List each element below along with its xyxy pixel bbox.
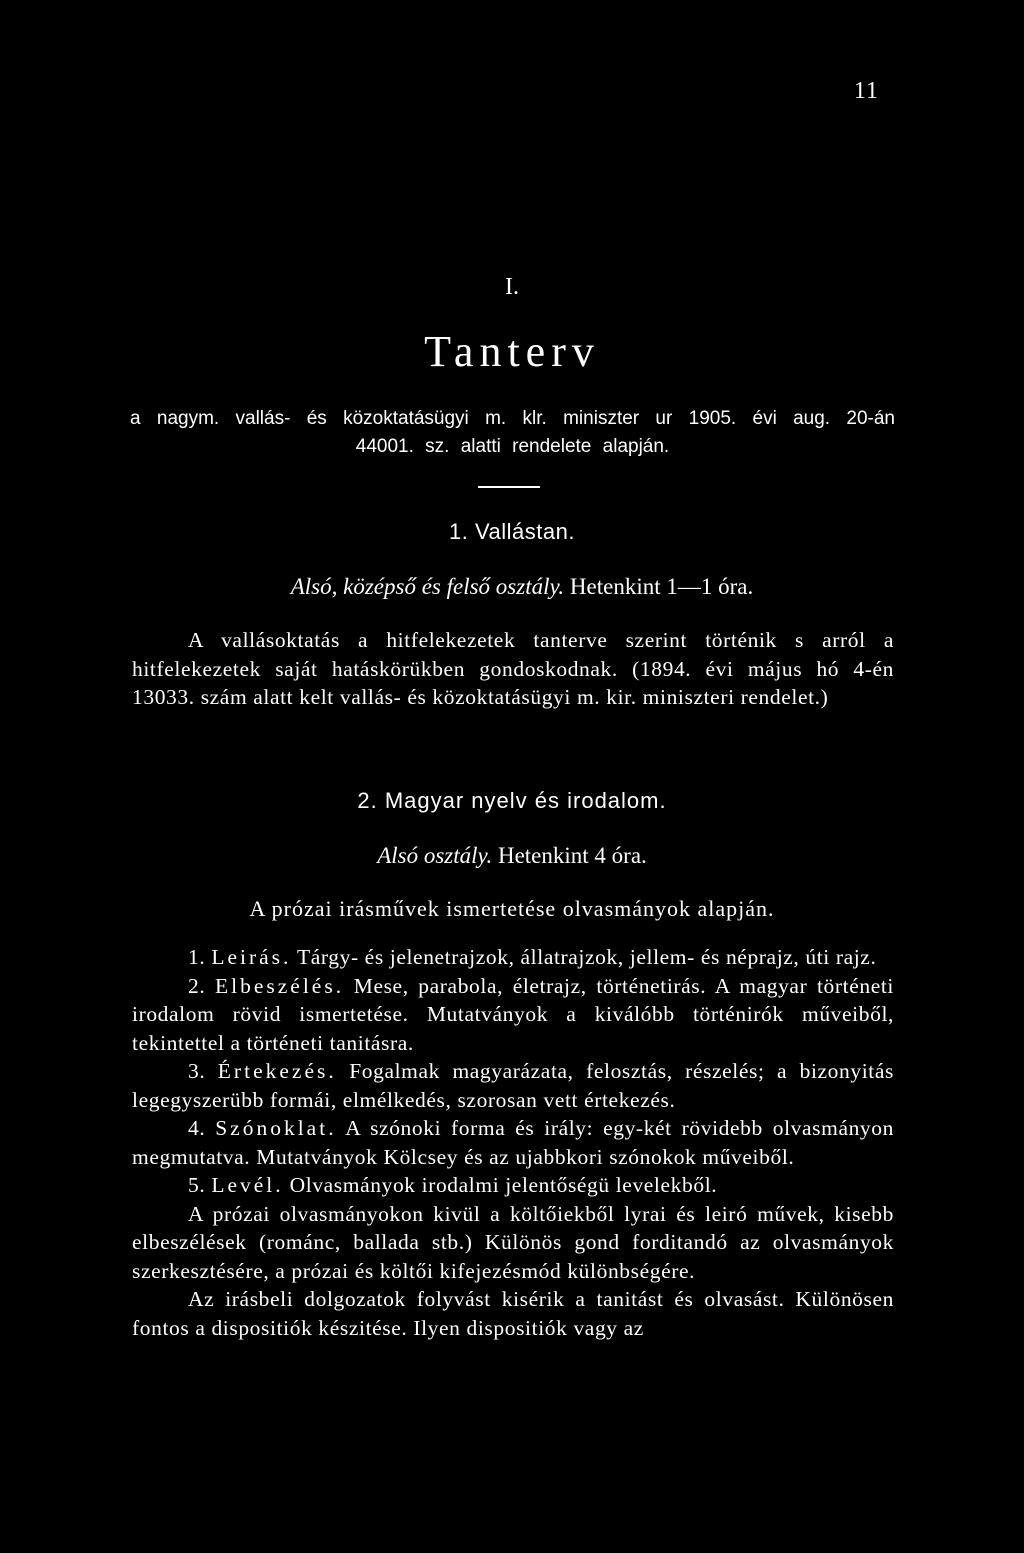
divider-rule <box>478 486 540 488</box>
item-text: A szónoki forma és irály: egy-két rövidebb olvasmányon megmutatva. Mutatványok Kölcsey és az ujabbkori szónokok műveiből. <box>132 1116 894 1169</box>
section-2-intro: A prózai irásművek ismertetése olvasmányok alapján. <box>249 896 775 921</box>
item-text: Mese, parabola, életrajz, történetirás. A magyar történeti irodalom rövid ismertetése. Mutatványok a kiválóbb történirók műveiből, tekintettel a történeti tanitásra. <box>132 973 894 1055</box>
paragraph-written-work: Az irásbeli dolgozatok folyvást kisérik a tanitást és olvasást. Különösen fontos a dispositiók készitése. Ilyen dispositiók vagy az <box>132 1287 894 1340</box>
item-number: 2. <box>188 973 215 998</box>
item-term: Elbeszélés. <box>214 973 345 998</box>
section-2-heading: 2. Magyar nyelv és irodalom. <box>357 788 667 813</box>
section-1-level <box>20 574 1024 600</box>
document-subtitle: a nagym. vallás- és közoktatásügyi m. klr. miniszter ur 1905. évi aug. 20-án 44001. sz. alatti rendelete alapján. <box>130 408 895 457</box>
item-number: 3. <box>188 1059 218 1083</box>
section-roman-numeral: I. <box>505 274 519 300</box>
page-number: 11 <box>853 78 879 104</box>
item-term: Leirás. <box>211 945 292 969</box>
item-text: Olvasmányok irodalmi jelentőségü levelekből. <box>283 1173 718 1197</box>
list-item <box>132 1057 894 1114</box>
section-1-heading: 1. Vallástan. <box>449 519 575 544</box>
item-term: Levél. <box>211 1173 284 1197</box>
item-text: Tárgy- és jelenetrajzok, állatrajzok, jellem- és néprajz, úti rajz. <box>291 945 877 969</box>
item-term: Értekezés. <box>217 1059 337 1083</box>
item-number: 4. <box>188 1116 216 1140</box>
item-text: Fogalmak magyarázata, felosztás, részelés; a bizonyitás legegyszerübb formái, elmélkedés, szorosan vett értekezés. <box>132 1059 894 1112</box>
section-2-level <box>0 843 1024 869</box>
section-1-level-hours: Hetenkint 1—1 óra. <box>564 574 754 599</box>
list-item <box>132 972 894 1058</box>
item-term: Szónoklat. <box>215 1116 337 1140</box>
list-item <box>132 1171 894 1200</box>
section-1-body <box>132 626 894 712</box>
document-title: Tanterv <box>424 327 600 376</box>
list-item <box>132 943 894 972</box>
paragraph-prose-readings: A prózai olvasmányokon kivül a költőiekből lyrai és leiró művek, kisebb elbeszélések (románc, ballada stb.) Különös gond forditandó az olvasmányok szerkesztésére, a prózai és költői kifejezésmód különbségére. <box>132 1201 894 1283</box>
section-2-level-italic: Alsó osztály. <box>377 843 493 868</box>
list-item <box>132 1114 894 1171</box>
section-2-level-hours: Hetenkint 4 óra. <box>492 843 647 868</box>
section-1-level-italic: Alsó, középső és felső osztály. <box>290 574 565 599</box>
section-1-body-text: A vallásoktatás a hitfelekezetek tanterve szerint történik s arról a hitfelekezetek saját hatáskörükben gondoskodnak. (1894. évi május hó 4-én 13033. szám alatt kelt vallás- és közoktatásügyi m. kir. miniszteri rendelet.) <box>132 628 894 709</box>
item-number: 5. <box>188 1173 212 1197</box>
item-number: 1. <box>188 945 212 969</box>
section-2-items <box>132 943 894 1342</box>
